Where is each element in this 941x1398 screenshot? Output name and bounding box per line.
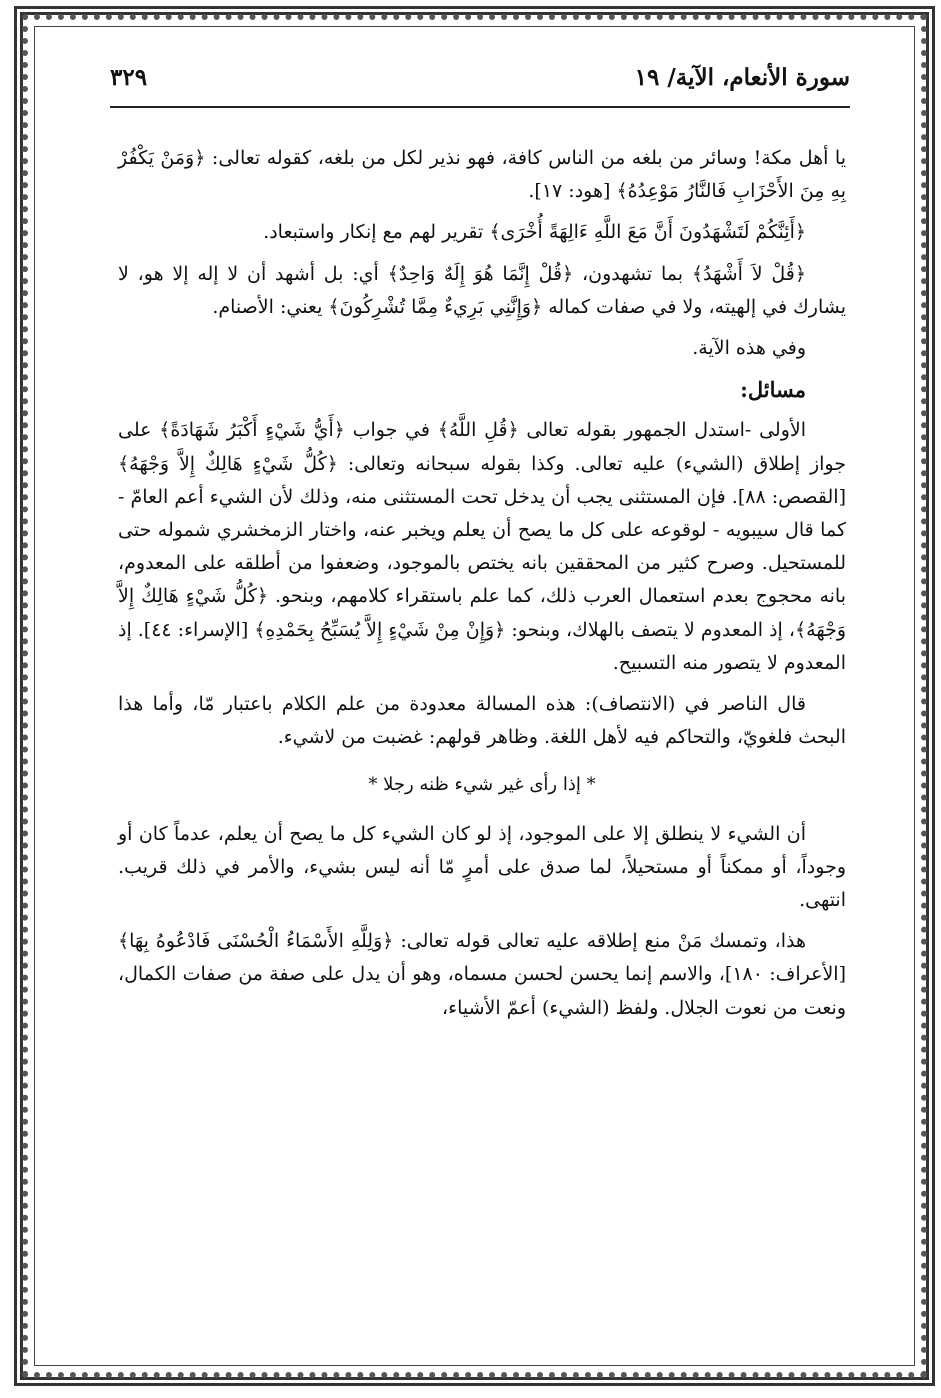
page-header bbox=[110, 58, 850, 108]
verse-quote: * إذا رأى غير شيء ظنه رجلا * bbox=[368, 774, 596, 796]
paragraph: ﴿أَئِنَّكُمْ لَتَشْهَدُونَ أَنَّ مَعَ اللَّهِ ءَالِهَةً أُخْرَى﴾ تقرير لهم مع إنكار واستبعاد. bbox=[263, 221, 806, 244]
paragraph: ﴿قُلْ لاَ أَشْهَدُ﴾ بما تشهدون، ﴿قُلْ إِنَّمَا هُوَ إِلَهٌ وَاحِدٌ﴾ أي: بل أشهد أن لا إله إلا هو، لا يشارك في إلهيته، ولا في صفات كماله ﴿وَإِنَّنِي بَرِيءٌ مِمَّا تُشْرِكُونَ﴾ يعني: الأصنام. bbox=[118, 262, 846, 318]
paragraph: يا أهل مكة! وسائر من بلغه من الناس كافة، فهو نذير لكل من بلغه، كقوله تعالى: ﴿وَمَنْ يَكْفُرْ بِهِ مِنَ الأَحْزَابِ فَالنَّارُ مَوْعِدُهُ﴾ [هود: ١٧]. bbox=[118, 147, 846, 203]
body-text bbox=[118, 142, 846, 1033]
paragraph: هذا، وتمسك مَنْ منع إطلاقه عليه تعالى قوله تعالى: ﴿وَلِلَّهِ الأَسْمَاءُ الْحُسْنَى فَادْعُوهُ بِهَا﴾ [الأعراف: ١٨٠]، والاسم إنما يحسن لحسن مسماه، وهو أن يدل على صفة من صفات الكمال، ونعت من نعوت الجلال. ولفظ (الشيء) أعمّ الأشياء، bbox=[118, 930, 846, 1019]
paragraph: أن الشيء لا ينطلق إلا على الموجود، إذ لو كان الشيء كل ما يصح أن يعلم، عدماً كان أو وجوداً، أو ممكناً أو مستحيلاً، لما صدق على أمرٍ مّا أنه ليس بشيء، والأمر في ذلك قريب. انتهى. bbox=[118, 822, 846, 912]
running-title: سورة الأنعام، الآية/ ١٩ bbox=[634, 64, 850, 91]
page-number: ٣٢٩ bbox=[110, 64, 148, 91]
paragraph: قال الناصر في (الانتصاف): هذه المسالة معدودة من علم الكلام باعتبار مّا، وأما هذا البحث فلغويّ، والتحاكم فيه لأهل اللغة. وظاهر قولهم: غضبت من لاشيء. bbox=[118, 693, 846, 749]
section-heading: مسائل: bbox=[740, 377, 806, 403]
paragraph: وفي هذه الآية. bbox=[692, 337, 806, 360]
header-rule bbox=[110, 106, 850, 108]
paragraph: الأولى -استدل الجمهور بقوله تعالى ﴿قُلِ اللَّهُ﴾ في جواب ﴿أَيُّ شَيْءٍ أَكْبَرُ شَهَادَةً﴾ على جواز إطلاق (الشيء) عليه تعالى. وكذا بقوله سبحانه وتعالى: ﴿كُلُّ شَيْءٍ هَالِكٌ إِلاَّ وَجْهَهُ﴾ [القصص: ٨٨]. فإن المستثنى يجب أن يدخل تحت المستثنى منه، وذلك لأن الشيء أعم العامّ - كما قال سيبويه - لوقوعه على كل ما يصح أن يعلم ويخبر عنه، واختار الزمخشري شموله حتى للمستحيل. وصرح كثير من المحققين بانه يختص بالموجود، وضعفوا من أطلقه على المعدوم، بانه محجوج بعدم استعمال العرب ذلك، كما علم باستقراء كلامهم، وبنحو. ﴿كُلُّ شَيْءٍ هَالِكٌ إِلاَّ وَجْهَهُ﴾، إذ المعدوم لا يتصف بالهلاك، وبنحو: ﴿وَإِنْ مِنْ شَيْءٍ إِلاَّ يُسَبِّحُ بِحَمْدِهِ﴾ [الإسراء: ٤٤]. إذ المعدوم لا يتصور منه التسبيح. bbox=[117, 419, 847, 674]
